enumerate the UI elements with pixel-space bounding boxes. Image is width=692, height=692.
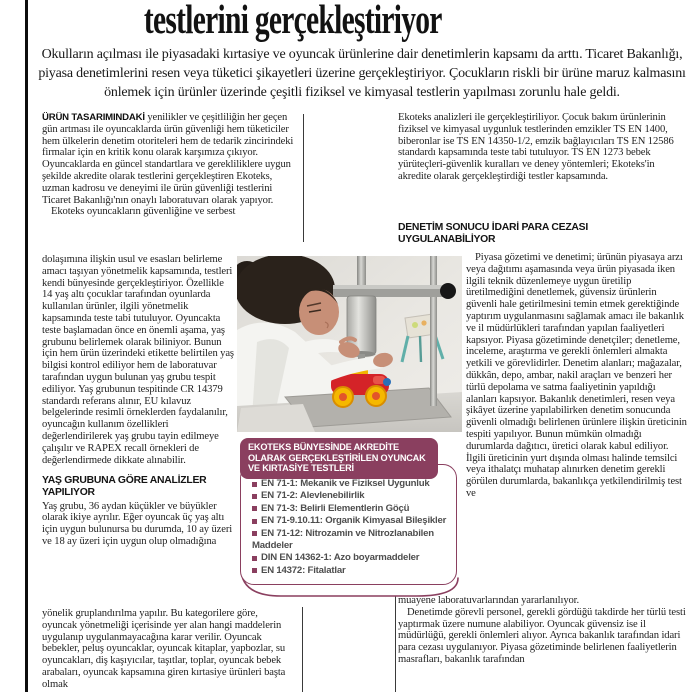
bullet-square-icon [252,494,257,499]
column-divider-top [303,114,304,242]
right-column-top [398,112,682,183]
left-column-narrow [42,254,234,548]
test-item-label: EN 71-12: Nitrozamin ve Nitrozlanabilen [261,527,434,539]
test-list [252,478,448,577]
paragraph: Ekoteks analizleri ile gerçekleştiriliyor. Çocuk bakım ürünlerinin fiziksel ve kimyasal uygunluk testlerinden emzikler TS EN 1400, biberonlar ise TS EN 14350-1/2, emzik bağlayıcıları TS EN 12586 standardı kapsamında teste tabi tutuluyor. TS EN 1273 bebek yürüteçleri-güvenlik kuralları ve deney yöntemleri; Ekoteks'in akredite olarak gerçekleştirdiği testler kapsamında. [398,112,674,182]
paragraph: Ekoteks oyuncakların güvenliğine ve serbest [51,206,236,218]
bullet-square-icon [252,568,257,573]
photo-illustration [237,256,462,432]
test-item-label: EN 71-9.10.11: Organik Kimyasal Bileşikler [261,515,447,527]
column-divider-bottom-left [302,607,303,692]
test-item [252,478,448,490]
test-item [252,552,448,564]
section-heading-age-groups: YAŞ GRUBUNA GÖRE ANALİZLER YAPILIYOR [42,475,207,498]
paper-sheet [237,404,315,432]
paragraph: Denetimde görevli personel, gerekli gördüğü takdirde her türlü testi yaptırmak üzere numune alabiliyor. Oyuncak güvensiz ise il müdürlüğü, gerekli önlemleri alıyor. Ayrıca bakanlık tarafından idari para cezası uygulanıyor. Piyasa gözetiminde belirlenen faaliyetlerin masrafları, bakanlık tarafından [398,606,686,665]
bullet-square-icon [252,482,257,487]
paragraph-text: yenilikler ve çeşitliliğin her geçen gün artması ile oyuncaklarda ürün güvenliği hem tüketiciler hem ülkelerin denetim otoriteleri hem de tedarik zincirindeki firmalar için en kritik konu olarak karşımıza çıkıyor. Oyuncaklarda en güncel standartlara ve gerekliliklere uygun şekilde akredite olarak testlerini gerçekleştiren Ekoteks, uzman kadrosu ve deneyimi ile ürün güvenliği testlerini Ticaret Bakanlığı'nın onaylı laboratuvarı olarak yapıyor. [42,112,294,206]
test-item [252,503,448,515]
bullet-square-icon [252,531,257,536]
test-item [252,490,448,502]
paragraph: muayene laboratuvarlarından yararlanılıyor. [398,595,580,606]
paragraph: Yaş grubu, 36 aydan küçükler ve büyükler olarak ikiye ayrılır. Eğer oyuncak üç yaş altı için uygun bulunursa bu durumda, 10 ay üzeri ve 18 ay üzeri için uygun olup olmadığına [42,500,233,547]
right-column-indented [466,252,687,594]
paragraph [42,112,294,206]
test-item [252,565,448,577]
article-headline: testlerini gerçekleştiriyor [144,0,442,42]
article-photo [237,256,462,432]
test-item [252,528,448,540]
test-item-label: EN 71-3: Belirli Elementlerin Göçü [261,502,410,514]
test-item [252,540,448,552]
section-heading-penalty: DENETİM SONUCU İDARİ PARA CEZASI UYGULANABİLİYOR [398,222,589,245]
left-column-top [42,112,294,218]
test-item-label: DIN EN 14362-1: Azo boyarmaddeler [261,552,420,564]
clamp-knob [440,283,456,299]
left-column-bottom [42,608,294,692]
bullet-square-icon [252,506,257,511]
paragraph: Piyasa gözetimi ve denetimi; ürünün piyasaya arzı veya dağıtımı aşamasında veya ürün piyasada iken ilgili teknik düzenlemeye uygun üretilip üretilmediğini denetlemek, güvensiz ürünlerin güvenli hale getirilmesini temin etmek gerektiğinde yaptırım uygulanmasını sağlamak amacı ile bakanlık ve il müdürlükleri tarafından yapılan faaliyetleri kapsıyor. Piyasa gözetiminde denetçiler; denetleme, inceleme, araştırma ve gerekli önlemleri almakta yetkili ve görevlidirler. Denetim alanları; mağazalar, dükkân, depo, ambar, nakil araçları ve benzeri her türlü depolama ve satma faaliyetinin yapıldığı alanları kapsıyor. Bakanlık denetimleri, resen veya şikâyet üzerine yapılabilirken denetim sonucunda güvenli olmadığı belirlenen ürünlere ilişkin üreticinin tespiti yapılıyor. Bunun mümkün olmadığı durumlarda dağıtıcı, üretici olarak kabul ediliyor. İlgili üreticinin yurt dışında olması halinde temsilci veya ithalatçı muhatap alınırken denetim gerekli görülen durumlarda, bakanlıkça yetkilendirilmiş test ve [466,252,687,499]
bullet-square-icon [252,556,257,561]
paragraph: dolaşımına ilişkin usul ve esasları belirleme amacı taşıyan yönetmelik kapsamında, testleri kendi bünyesinde gerçekleştiriyor. Özellikle 14 yaş altı çocuklar tarafından oyunlarda kullanılan ürünler, ilgili yönetmelik kapsamında teste tabi tutuluyor. Oyuncakta teste başlamadan önce en önemli aşama, yaş grubunu belirlemek olarak biliniyor. Bunun için hem ürün üzerindeki etikette belirtilen yaş bilgisi kontrol ediliyor hem de laboratuvar tarafından uygun bulunan yaş grubu tespit ediliyor. Yaş grubunun tespitinde CR 14379 standardı referans alınır, EU kılavuz belgelerinde resimli örneklerden faydalanılır, oyuncağın kullanım özellikleri değerlendirilerek yaş grubu tayin edilmeye çalışılır ve RAPEX recall örnekleri de değerlendirmede dikkate alınabilir. [42,254,234,466]
test-item-label: EN 14372: Fitalatlar [261,564,346,576]
column-divider-bottom-right [395,596,396,692]
article-lead: Okulların açılması ile piyasadaki kırtasiye ve oyuncak ürünlerine dair denetimlerin kapsamı da arttı. Ticaret Bakanlığı, piyasa denetimlerini resen veya tüketici şikayetleri üzerine gerçekleştiriyor. Çocukların riskli bir ürüne maruz kalmasını önlemek için ürünler üzerinde çeşitli fiziksel ve kimyasal testlerin yapılması zorunlu hale geldi. [38,47,686,100]
paragraph-kicker: ÜRÜN TASARIMINDAKİ [42,112,145,123]
test-item-label: EN 71-1: Mekanik ve Fiziksel Uygunluk [261,478,430,489]
right-column-bottom [398,595,687,692]
paragraph: yönelik gruplandırılma yapılır. Bu kategorilere göre, oyuncak yönetmeliği içerisinde yer alan hangi maddelerin uygulanıp uygulanmayacağına karar verilir. Oyuncak bebekler, peluş oyuncaklar, oyuncak kitaplar, yapbozlar, su oyuncakları, diş kaşıyıcılar, taşıtlar, toplar, oyuncak bebek arabaları, oyuncak kapsamına giren kırtasiye ürünleri başta olmak [42,608,286,690]
test-item-label: Maddeler [252,540,293,552]
page-edge-rule [25,0,28,692]
test-item-label: EN 71-2: Alevlenebilirlik [261,490,365,502]
bullet-square-icon [252,519,257,524]
test-item [252,515,448,527]
headline-wrap [0,0,586,42]
tests-box-title: EKOTEKS BÜNYESİNDE AKREDİTE OLARAK GERÇEKLEŞTİRİLEN OYUNCAK VE KIRTASİYE TESTLERİ [240,438,438,479]
